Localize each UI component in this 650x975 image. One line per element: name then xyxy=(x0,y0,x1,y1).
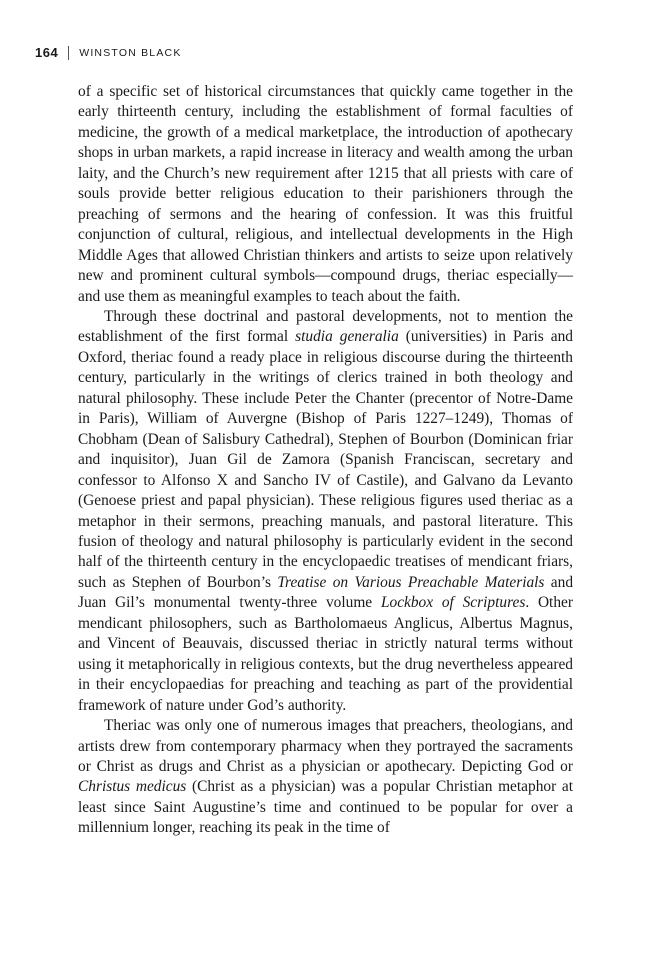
body-text xyxy=(78,82,573,839)
text-segment: Theriac was only one of numerous images that preachers, theologians, and artists drew from contemporary pharmacy when they portrayed the sacraments or Christ as drugs and Christ as a physician or apothecary. Depicting God or xyxy=(78,717,573,775)
text-segment: of a specific set of historical circumstances that quickly came together in the early thirteenth century, including the establishment of formal faculties of medicine, the growth of a medical marketplace, the introduction of apothecary shops in urban markets, a rapid increase in literacy and wealth among the urban laity, and the Church’s new requirement after 1215 that all priests with care of souls provide better religious education to their parishioners through the preaching of sermons and the hearing of confession. It was this fruitful conjunction of cultural, religious, and intellectual developments in the High Middle Ages that allowed Christian thinkers and artists to seize upon relatively new and prominent cultural symbols—compound drugs, theriac especially—and use them as meaningful examples to teach about the faith. xyxy=(78,83,573,305)
paragraph-3 xyxy=(78,716,573,839)
text-segment: (Christ as a physician) was a popular Christian metaphor at least since Saint Augustine’s time and continued to be popular for over a millennium longer, reaching its peak in the time of xyxy=(78,778,573,837)
text-segment: (universities) in Paris and Oxford, theriac found a ready place in religious discourse during the thirteenth century, particularly in the writings of clerics trained in both theology and natural philosophy. These include Peter the Chanter (precentor of Notre-Dame in Paris), William of Auvergne (Bishop of Paris 1227–1249), Thomas of Chobham (Dean of Salisbury Cathedral), Stephen of Bourbon (Dominican friar and inquisitor), Juan Gil de Zamora (Spanish Franciscan, secretary and confessor to Alfonso X and Sancho IV of Castile), and Galvano da Levanto (Genoese priest and papal physician). These religious figures used theriac as a metaphor in their sermons, preaching manuals, and pastoral literature. This fusion of theology and natural philosophy is particularly evident in the second half of the thirteenth century in the encyclopaedic treatises of mendicant friars, such as Stephen of Bourbon’s xyxy=(78,328,573,591)
paragraph-1 xyxy=(78,82,573,307)
italic-title: Treatise on Various Preachable Materials xyxy=(277,573,545,591)
text-segment: and Juan Gil’s monumental twenty-three volume xyxy=(78,573,574,612)
text-segment: . Other mendicant philosophers, such as Bartholomaeus Anglicus, Albertus Magnus, and Vincent of Beauvais, discussed theriac in strictly natural terms without using it metaphorically in religious contexts, but the drug nevertheless appeared in their encyclopaedias for preaching and teaching as part of the providential framework of nature under God’s authority. xyxy=(78,594,573,714)
text-segment: Through these doctrinal and pastoral developments, not to mention the establishment of the first formal xyxy=(78,307,573,346)
header-divider xyxy=(68,46,69,60)
italic-title: Lockbox of Scriptures xyxy=(380,594,526,612)
italic-term: studia generalia xyxy=(295,328,399,346)
paragraph-2 xyxy=(78,307,573,716)
italic-term: Christus medicus xyxy=(78,778,187,796)
running-head-author: WINSTON BLACK xyxy=(79,46,182,59)
running-head xyxy=(35,45,182,60)
page-number: 164 xyxy=(35,45,59,60)
